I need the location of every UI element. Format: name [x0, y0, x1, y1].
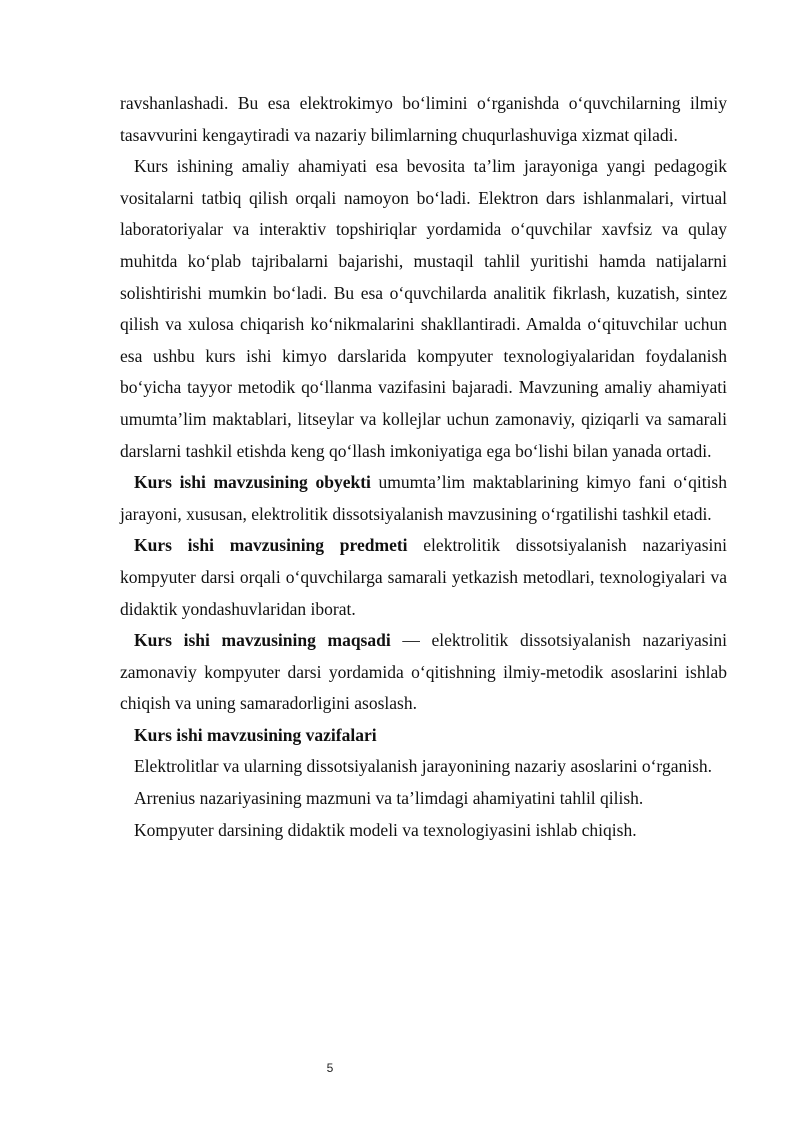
paragraph-tasks-heading	[120, 720, 727, 752]
paragraph-object	[120, 467, 727, 530]
paragraph-text: — elektrolitik dissotsiyalanish nazariyasini zamonaviy kompyuter darsi yordamida o‘qitishning ilmiy-metodik asoslarini ishlab chiqish va uning samaradorligini asoslash.	[120, 630, 727, 714]
paragraph-practical-significance	[120, 151, 727, 467]
paragraph-text: elektrolitik dissotsiyalanish nazariyasini kompyuter darsi orqali o‘quvchilarga samarali yetkazish metodlari, texnologiyalari va didaktik yondashuvlaridan iborat.	[120, 535, 727, 619]
paragraph-lead: Kurs ishi mavzusining vazifalari	[134, 724, 377, 745]
paragraph-text: Kurs ishining amaliy ahamiyati esa bevosita ta’lim jarayoniga yangi pedagogik vositalarni tatbiq qilish orqali namoyon bo‘ladi. Elektron dars ishlanmalari, virtual laboratoriyalar va interaktiv topshiriqlar yordamida o‘quvchilar xavfsiz va qulay muhitda ko‘plab tajribalarni bajarishi, mustaqil tahlil yuritishi hamda natijalarni solishtirishi mumkin bo‘ladi. Bu esa o‘quvchilarda analitik fikrlash, kuzatish, sintez qilish va xulosa chiqarish ko‘nikmalarini shakllantiradi. Amalda o‘qituvchilar uchun esa ushbu kurs ishi kimyo darslarida kompyuter texnologiyalaridan foydalanish bo‘yicha tayyor metodik qo‘llanma vazifasini bajaradi. Mavzuning amaliy ahamiyati umumta’lim maktablari, litseylar va kollejlar uchun zamonaviy, qiziqarli va samarali darslarni tashkil etishda keng qo‘llash imkoniyatiga ega bo‘lishi bilan yanada ortadi.	[120, 156, 727, 461]
paragraph-text: umumta’lim maktablarining kimyo fani o‘qitish jarayoni, xususan, elektrolitik dissotsiyalanish mavzusining o‘rgatilishi tashkil etadi.	[120, 472, 727, 524]
paragraph-task-1	[120, 751, 727, 783]
page-number: 5	[326, 1061, 334, 1075]
paragraph-lead: Kurs ishi mavzusining maqsadi	[134, 630, 391, 651]
paragraph-task-3	[120, 815, 727, 847]
paragraph-lead: Kurs ishi mavzusining obyekti	[134, 472, 371, 493]
paragraph-subject	[120, 530, 727, 625]
paragraph-lead: Kurs ishi mavzusining predmeti	[134, 535, 408, 556]
paragraph-goal	[120, 625, 727, 720]
paragraph-task-2	[120, 783, 727, 815]
paragraph-continuation	[120, 88, 727, 151]
page-body	[120, 88, 727, 846]
paragraph-text: ravshanlashadi. Bu esa elektrokimyo bo‘limini o‘rganishda o‘quvchilarning ilmiy tasavvurini kengaytiradi va nazariy bilimlarning chuqurlashuviga xizmat qiladi.	[120, 93, 727, 145]
paragraph-text: Elektrolitlar va ularning dissotsiyalanish jarayonining nazariy asoslarini o‘rganish.	[134, 756, 713, 777]
paragraph-text: Arrenius nazariyasining mazmuni va ta’limdagi ahamiyatini tahlil qilish.	[134, 788, 644, 809]
paragraph-text: Kompyuter darsining didaktik modeli va texnologiyasini ishlab chiqish.	[134, 819, 637, 840]
